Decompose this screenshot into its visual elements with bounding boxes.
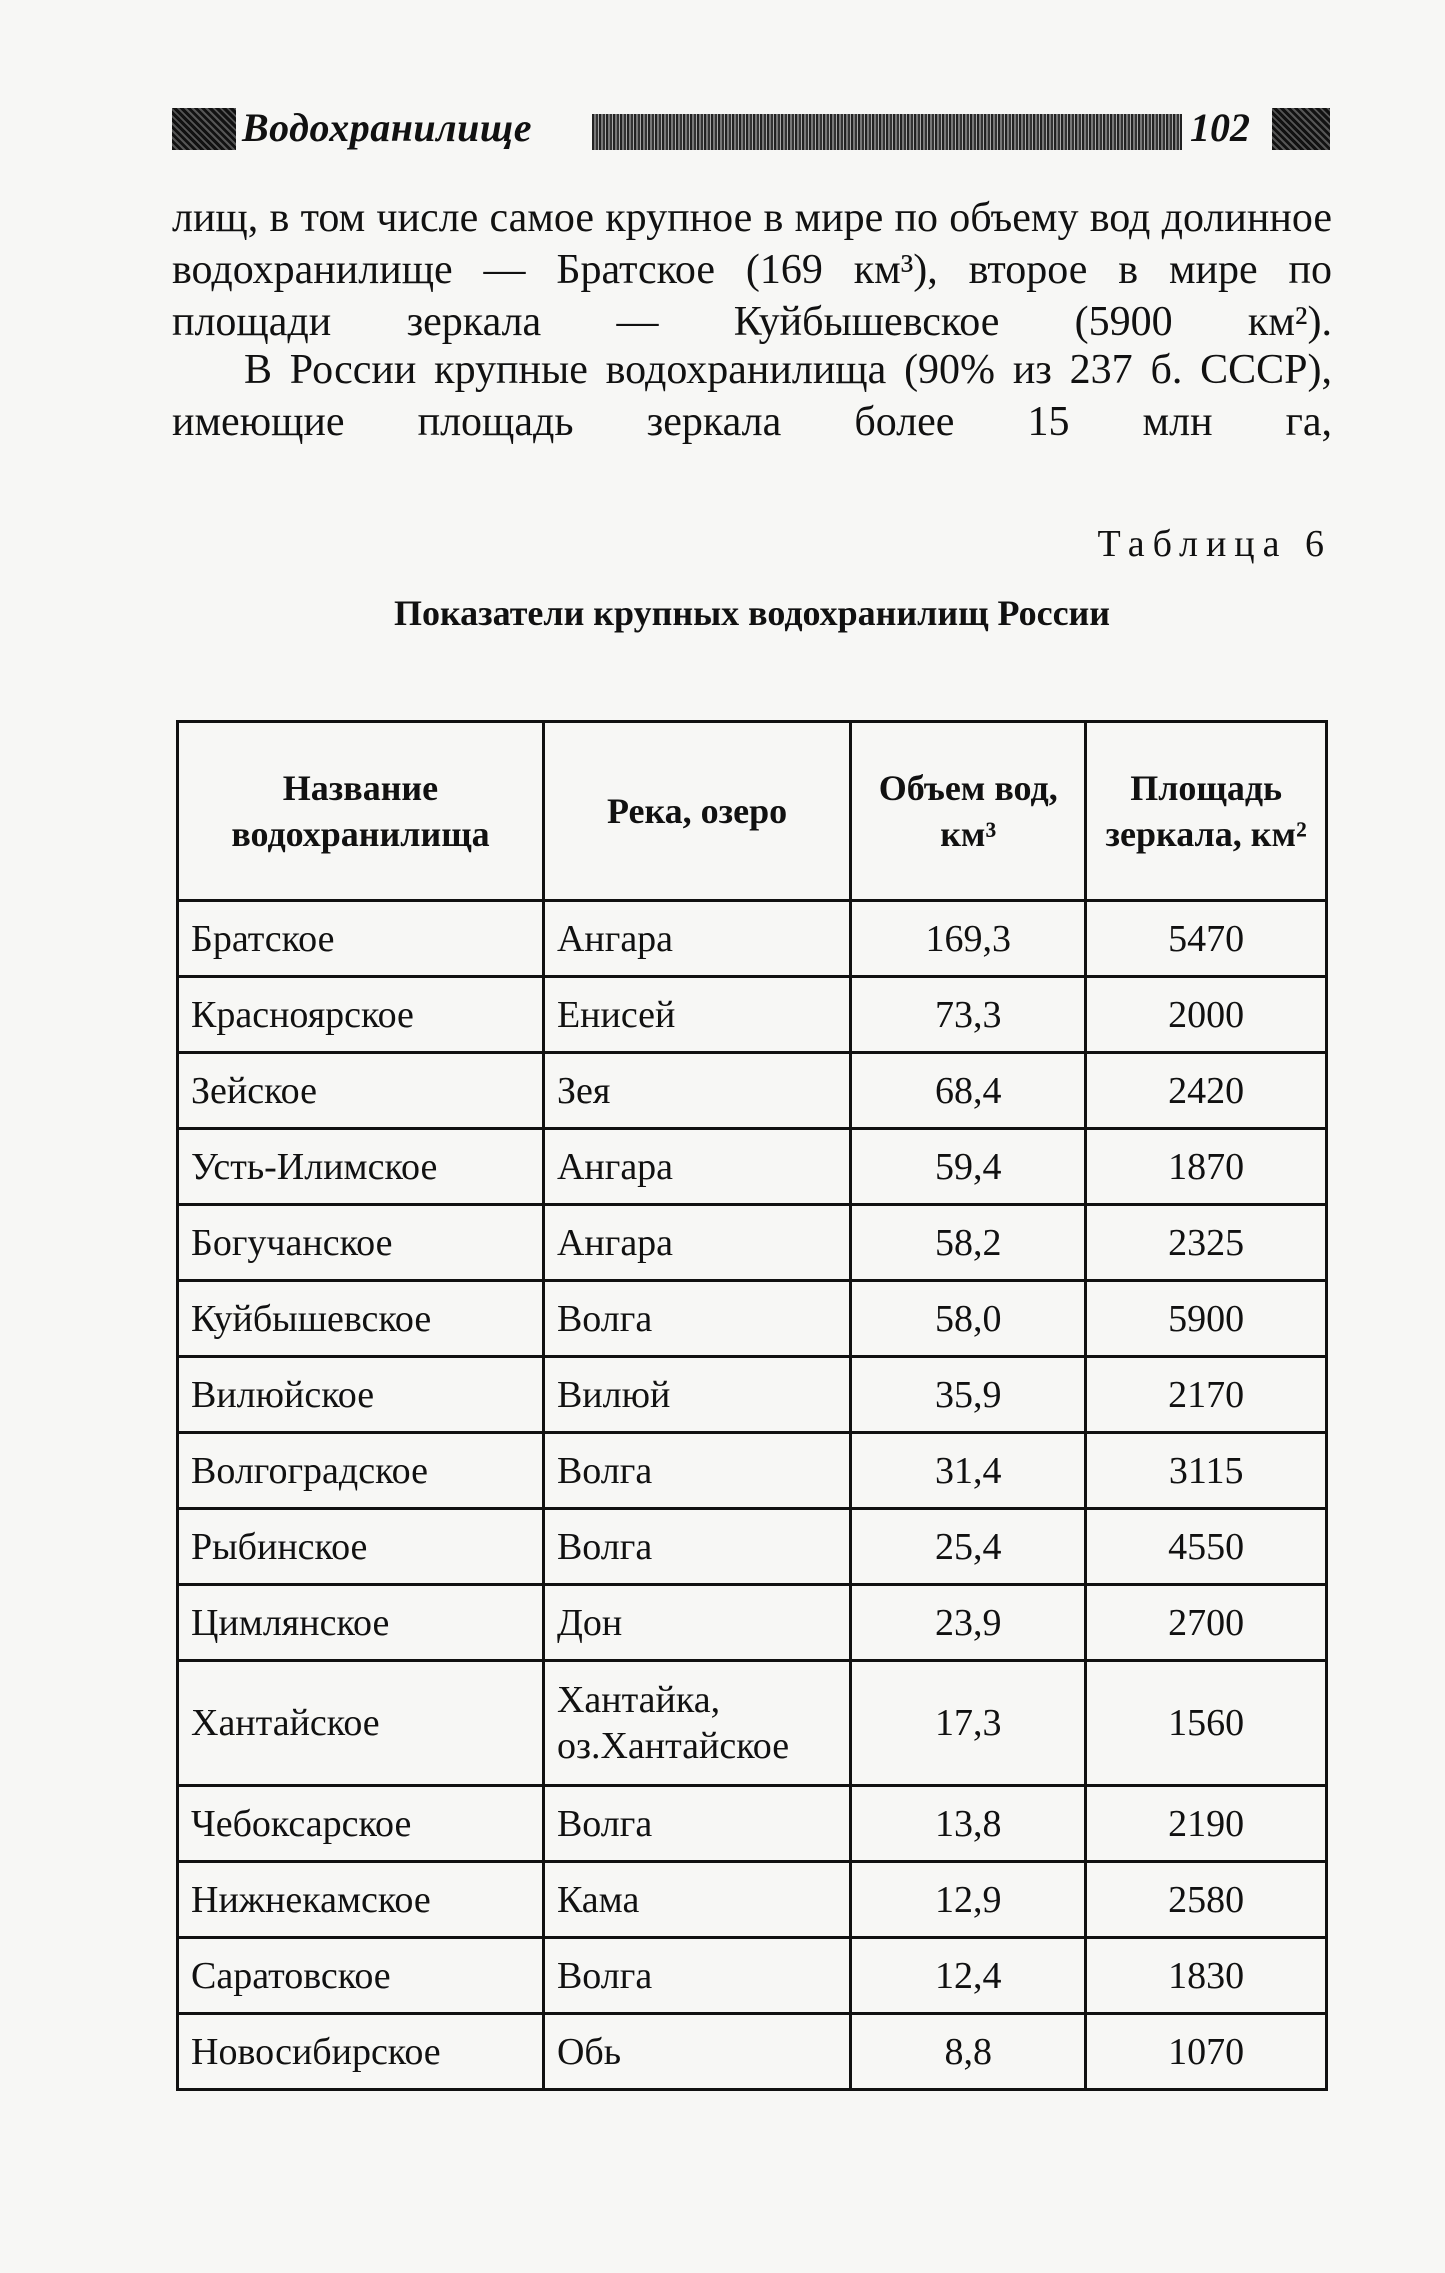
cell-volume: 23,9 (851, 1585, 1086, 1661)
cell-volume: 12,9 (851, 1862, 1086, 1938)
cell-area: 2325 (1086, 1205, 1327, 1281)
cell-area: 2700 (1086, 1585, 1327, 1661)
cell-name: Красноярское (178, 977, 544, 1053)
cell-volume: 25,4 (851, 1509, 1086, 1585)
cell-name: Зейское (178, 1053, 544, 1129)
cell-area: 1560 (1086, 1661, 1327, 1786)
cell-name: Рыбинское (178, 1509, 544, 1585)
cell-area: 4550 (1086, 1509, 1327, 1585)
cell-volume: 169,3 (851, 901, 1086, 977)
cell-area: 5900 (1086, 1281, 1327, 1357)
table-row (178, 901, 1327, 977)
cell-name: Волгоградское (178, 1433, 544, 1509)
header-ornament-left (172, 108, 236, 150)
table-row (178, 1585, 1327, 1661)
cell-volume: 8,8 (851, 2014, 1086, 2090)
cell-volume: 35,9 (851, 1357, 1086, 1433)
reservoir-table (176, 720, 1328, 2091)
table-header-row (178, 722, 1327, 901)
cell-area: 2000 (1086, 977, 1327, 1053)
cell-river: Хантайка, оз.Хантайское (543, 1661, 850, 1786)
table-row (178, 1661, 1327, 1786)
cell-volume: 31,4 (851, 1433, 1086, 1509)
table-body (178, 901, 1327, 2090)
cell-river: Волга (543, 1433, 850, 1509)
cell-river: Ангара (543, 901, 850, 977)
table-row (178, 1433, 1327, 1509)
table-row (178, 1862, 1327, 1938)
cell-area: 2190 (1086, 1786, 1327, 1862)
table-row (178, 1281, 1327, 1357)
cell-area: 1070 (1086, 2014, 1327, 2090)
table-row (178, 1357, 1327, 1433)
header-area: Площадь зеркала, км² (1086, 722, 1327, 901)
cell-volume: 17,3 (851, 1661, 1086, 1786)
cell-river: Кама (543, 1862, 850, 1938)
paragraph-1: лищ, в том числе самое крупное в мире по объему вод долинное водохранилище — Братское (169 км³), второе в мире по площади зеркала — Куйбышевское (5900 км²). (172, 195, 1332, 345)
cell-name: Нижнекамское (178, 1862, 544, 1938)
cell-area: 1830 (1086, 1938, 1327, 2014)
cell-volume: 59,4 (851, 1129, 1086, 1205)
header-river: Река, озеро (543, 722, 850, 901)
cell-name: Новосибирское (178, 2014, 544, 2090)
table-row (178, 1129, 1327, 1205)
cell-volume: 12,4 (851, 1938, 1086, 2014)
cell-area: 2170 (1086, 1357, 1327, 1433)
cell-river: Зея (543, 1053, 850, 1129)
cell-name: Чебоксарское (178, 1786, 544, 1862)
table-title: Показатели крупных водохранилищ России (393, 593, 1111, 633)
table-row (178, 1509, 1327, 1585)
cell-river: Волга (543, 1786, 850, 1862)
header-ornament-band (592, 114, 1182, 150)
paragraph-2: В России крупные водохранилища (90% из 237 б. СССР), имеющие площадь зеркала более 15 млн га, (172, 347, 1332, 445)
table-row (178, 1053, 1327, 1129)
cell-name: Хантайское (178, 1661, 544, 1786)
cell-volume: 73,3 (851, 977, 1086, 1053)
cell-river: Дон (543, 1585, 850, 1661)
cell-name: Богучанское (178, 1205, 544, 1281)
table-row (178, 977, 1327, 1053)
cell-river: Ангара (543, 1205, 850, 1281)
table-row (178, 2014, 1327, 2090)
cell-name: Братское (178, 901, 544, 977)
cell-name: Вилюйское (178, 1357, 544, 1433)
cell-river: Енисей (543, 977, 850, 1053)
cell-name: Усть-Илимское (178, 1129, 544, 1205)
header-volume: Объем вод, км³ (851, 722, 1086, 901)
cell-river: Обь (543, 2014, 850, 2090)
cell-volume: 68,4 (851, 1053, 1086, 1129)
cell-name: Цимлянское (178, 1585, 544, 1661)
page-number: 102 (1190, 105, 1250, 150)
cell-river: Вилюй (543, 1357, 850, 1433)
table-row (178, 1205, 1327, 1281)
cell-river: Волга (543, 1938, 850, 2014)
cell-volume: 58,2 (851, 1205, 1086, 1281)
cell-name: Саратовское (178, 1938, 544, 2014)
cell-area: 2580 (1086, 1862, 1327, 1938)
cell-name: Куйбышевское (178, 1281, 544, 1357)
cell-river: Ангара (543, 1129, 850, 1205)
cell-river: Волга (543, 1509, 850, 1585)
running-header (172, 104, 1330, 154)
header-name: Название водохранилища (178, 722, 544, 901)
cell-area: 5470 (1086, 901, 1327, 977)
cell-area: 3115 (1086, 1433, 1327, 1509)
header-title: Водохранилище (242, 105, 532, 150)
cell-area: 1870 (1086, 1129, 1327, 1205)
table-row (178, 1786, 1327, 1862)
cell-river: Волга (543, 1281, 850, 1357)
cell-volume: 58,0 (851, 1281, 1086, 1357)
header-ornament-right (1272, 108, 1330, 150)
cell-area: 2420 (1086, 1053, 1327, 1129)
table-label: Таблица 6 (1097, 523, 1332, 565)
cell-volume: 13,8 (851, 1786, 1086, 1862)
table-row (178, 1938, 1327, 2014)
